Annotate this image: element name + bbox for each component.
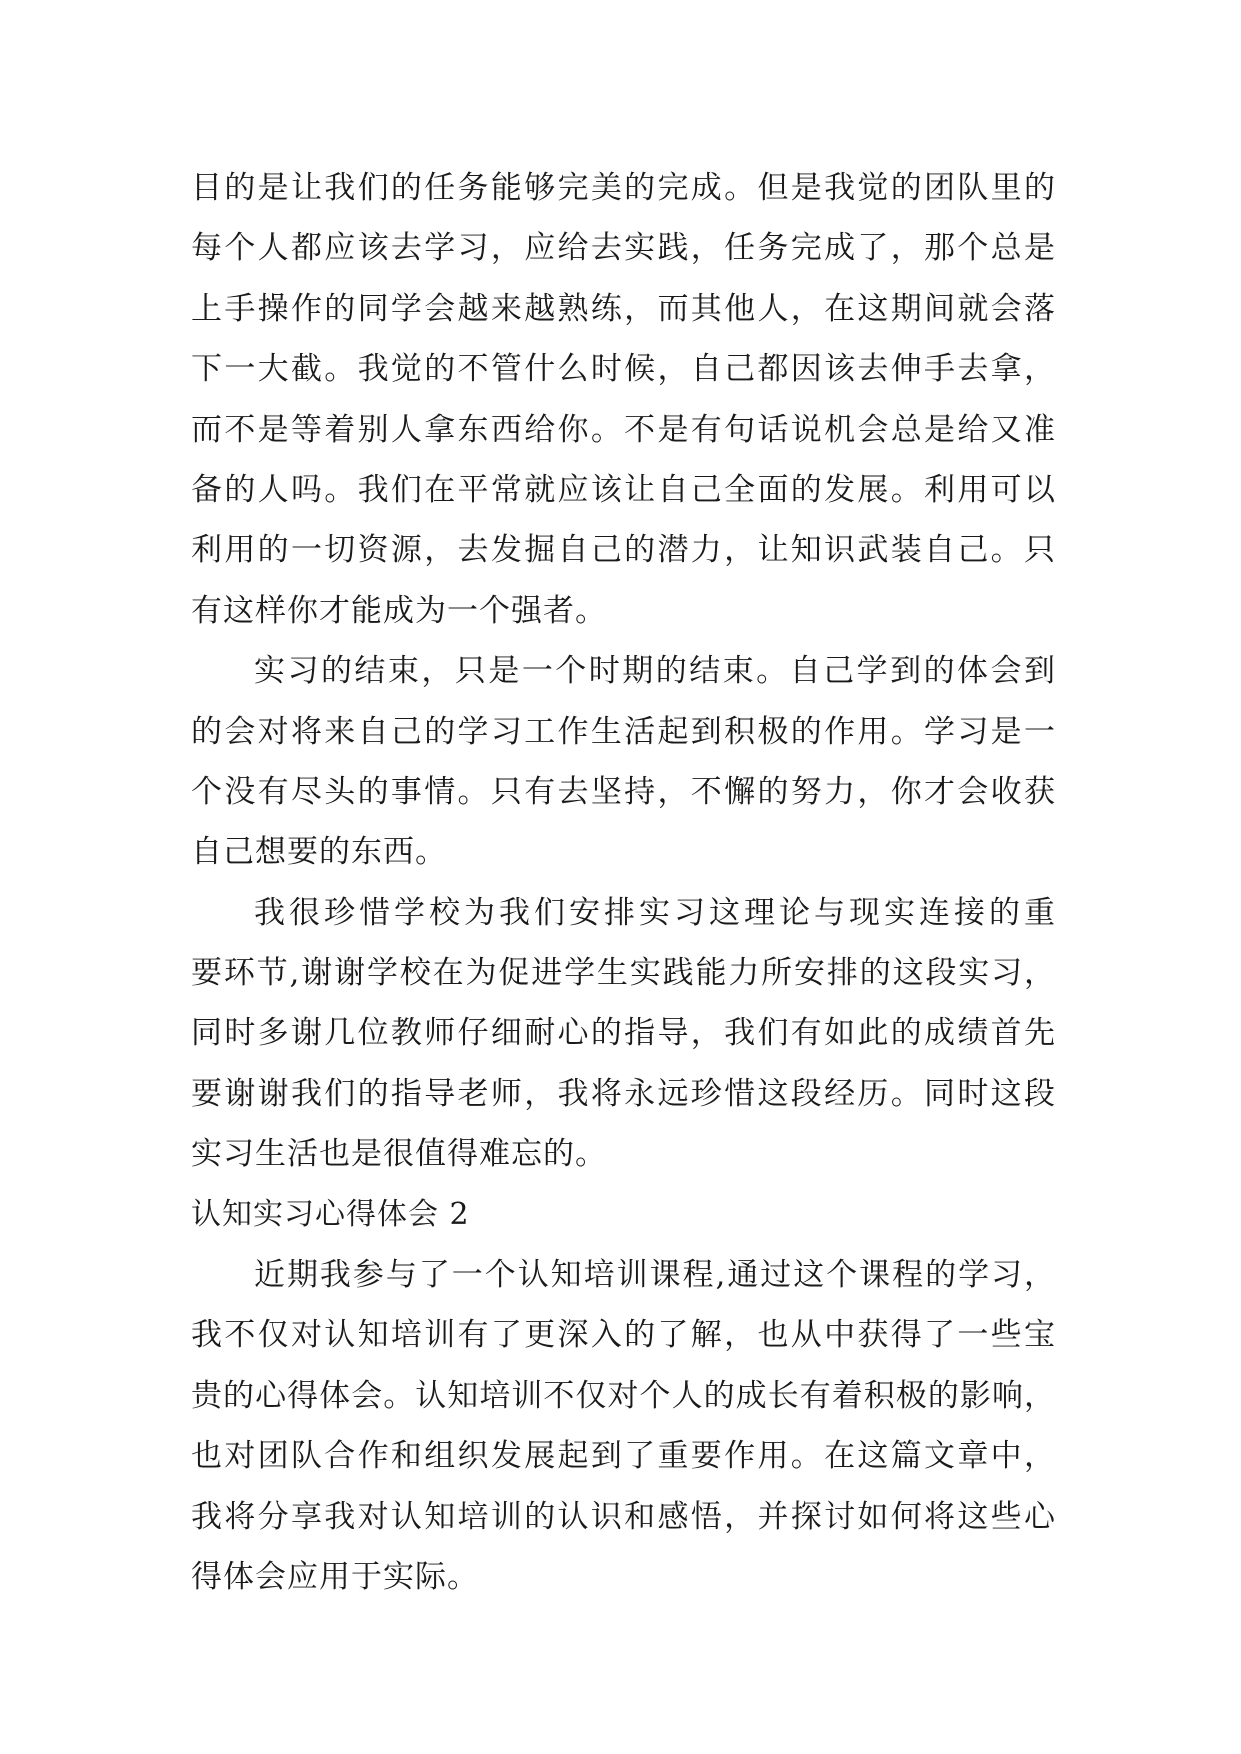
paragraph-2 (191, 641, 1056, 883)
section-heading: 认知实习心得体会 2 (191, 1196, 470, 1232)
text-line: 要谢谢我们的指导老师，我将永远珍惜这段经历。同时这段 (191, 1075, 1056, 1112)
text-line: 而不是等着别人拿东西给你。不是有句话说机会总是给又准 (191, 411, 1056, 448)
text-line: 个没有尽头的事情。只有去坚持，不懈的努力，你才会收获 (191, 773, 1056, 810)
text-line: 实习的结束，只是一个时期的结束。自己学到的体会到 (254, 653, 1056, 690)
text-line: 我不仅对认知培训有了更深入的了解，也从中获得了一些宝 (191, 1317, 1056, 1354)
document-page (191, 158, 1056, 1607)
section-paragraph (191, 1245, 1056, 1607)
text-line: 自己想要的东西。 (191, 834, 447, 871)
text-line: 贵的心得体会。认知培训不仅对个人的成长有着积极的影响， (191, 1377, 1056, 1414)
text-line: 下一大截。我觉的不管什么时候，自己都因该去伸手去拿， (191, 351, 1056, 388)
text-line: 也对团队合作和组织发展起到了重要作用。在这篇文章中， (191, 1438, 1056, 1475)
text-line: 近期我参与了一个认知培训课程,通过这个课程的学习， (254, 1257, 1056, 1294)
text-line: 的会对将来自己的学习工作生活起到积极的作用。学习是一 (191, 713, 1056, 750)
text-line: 同时多谢几位教师仔细耐心的指导，我们有如此的成绩首先 (191, 1015, 1056, 1052)
paragraph-1 (191, 158, 1056, 641)
text-line: 备的人吗。我们在平常就应该让自己全面的发展。利用可以 (191, 471, 1056, 508)
text-line: 利用的一切资源，去发掘自己的潜力，让知识武装自己。只 (191, 532, 1056, 569)
text-line: 要环节,谢谢学校在为促进学生实践能力所安排的这段实习， (191, 955, 1056, 992)
paragraph-3 (191, 883, 1056, 1185)
text-line: 我很珍惜学校为我们安排实习这理论与现实连接的重 (254, 894, 1056, 931)
text-line: 有这样你才能成为一个强者。 (191, 592, 607, 629)
text-line: 上手操作的同学会越来越熟练，而其他人，在这期间就会落 (191, 290, 1056, 327)
text-line: 得体会应用于实际。 (191, 1558, 479, 1595)
text-line: 目的是让我们的任务能够完美的完成。但是我觉的团队里的 (191, 170, 1056, 206)
text-line: 每个人都应该去学习，应给去实践，任务完成了，那个总是 (191, 230, 1056, 267)
text-line: 我将分享我对认知培训的认识和感悟，并探讨如何将这些心 (191, 1498, 1056, 1535)
text-line: 实习生活也是很值得难忘的。 (191, 1136, 607, 1173)
